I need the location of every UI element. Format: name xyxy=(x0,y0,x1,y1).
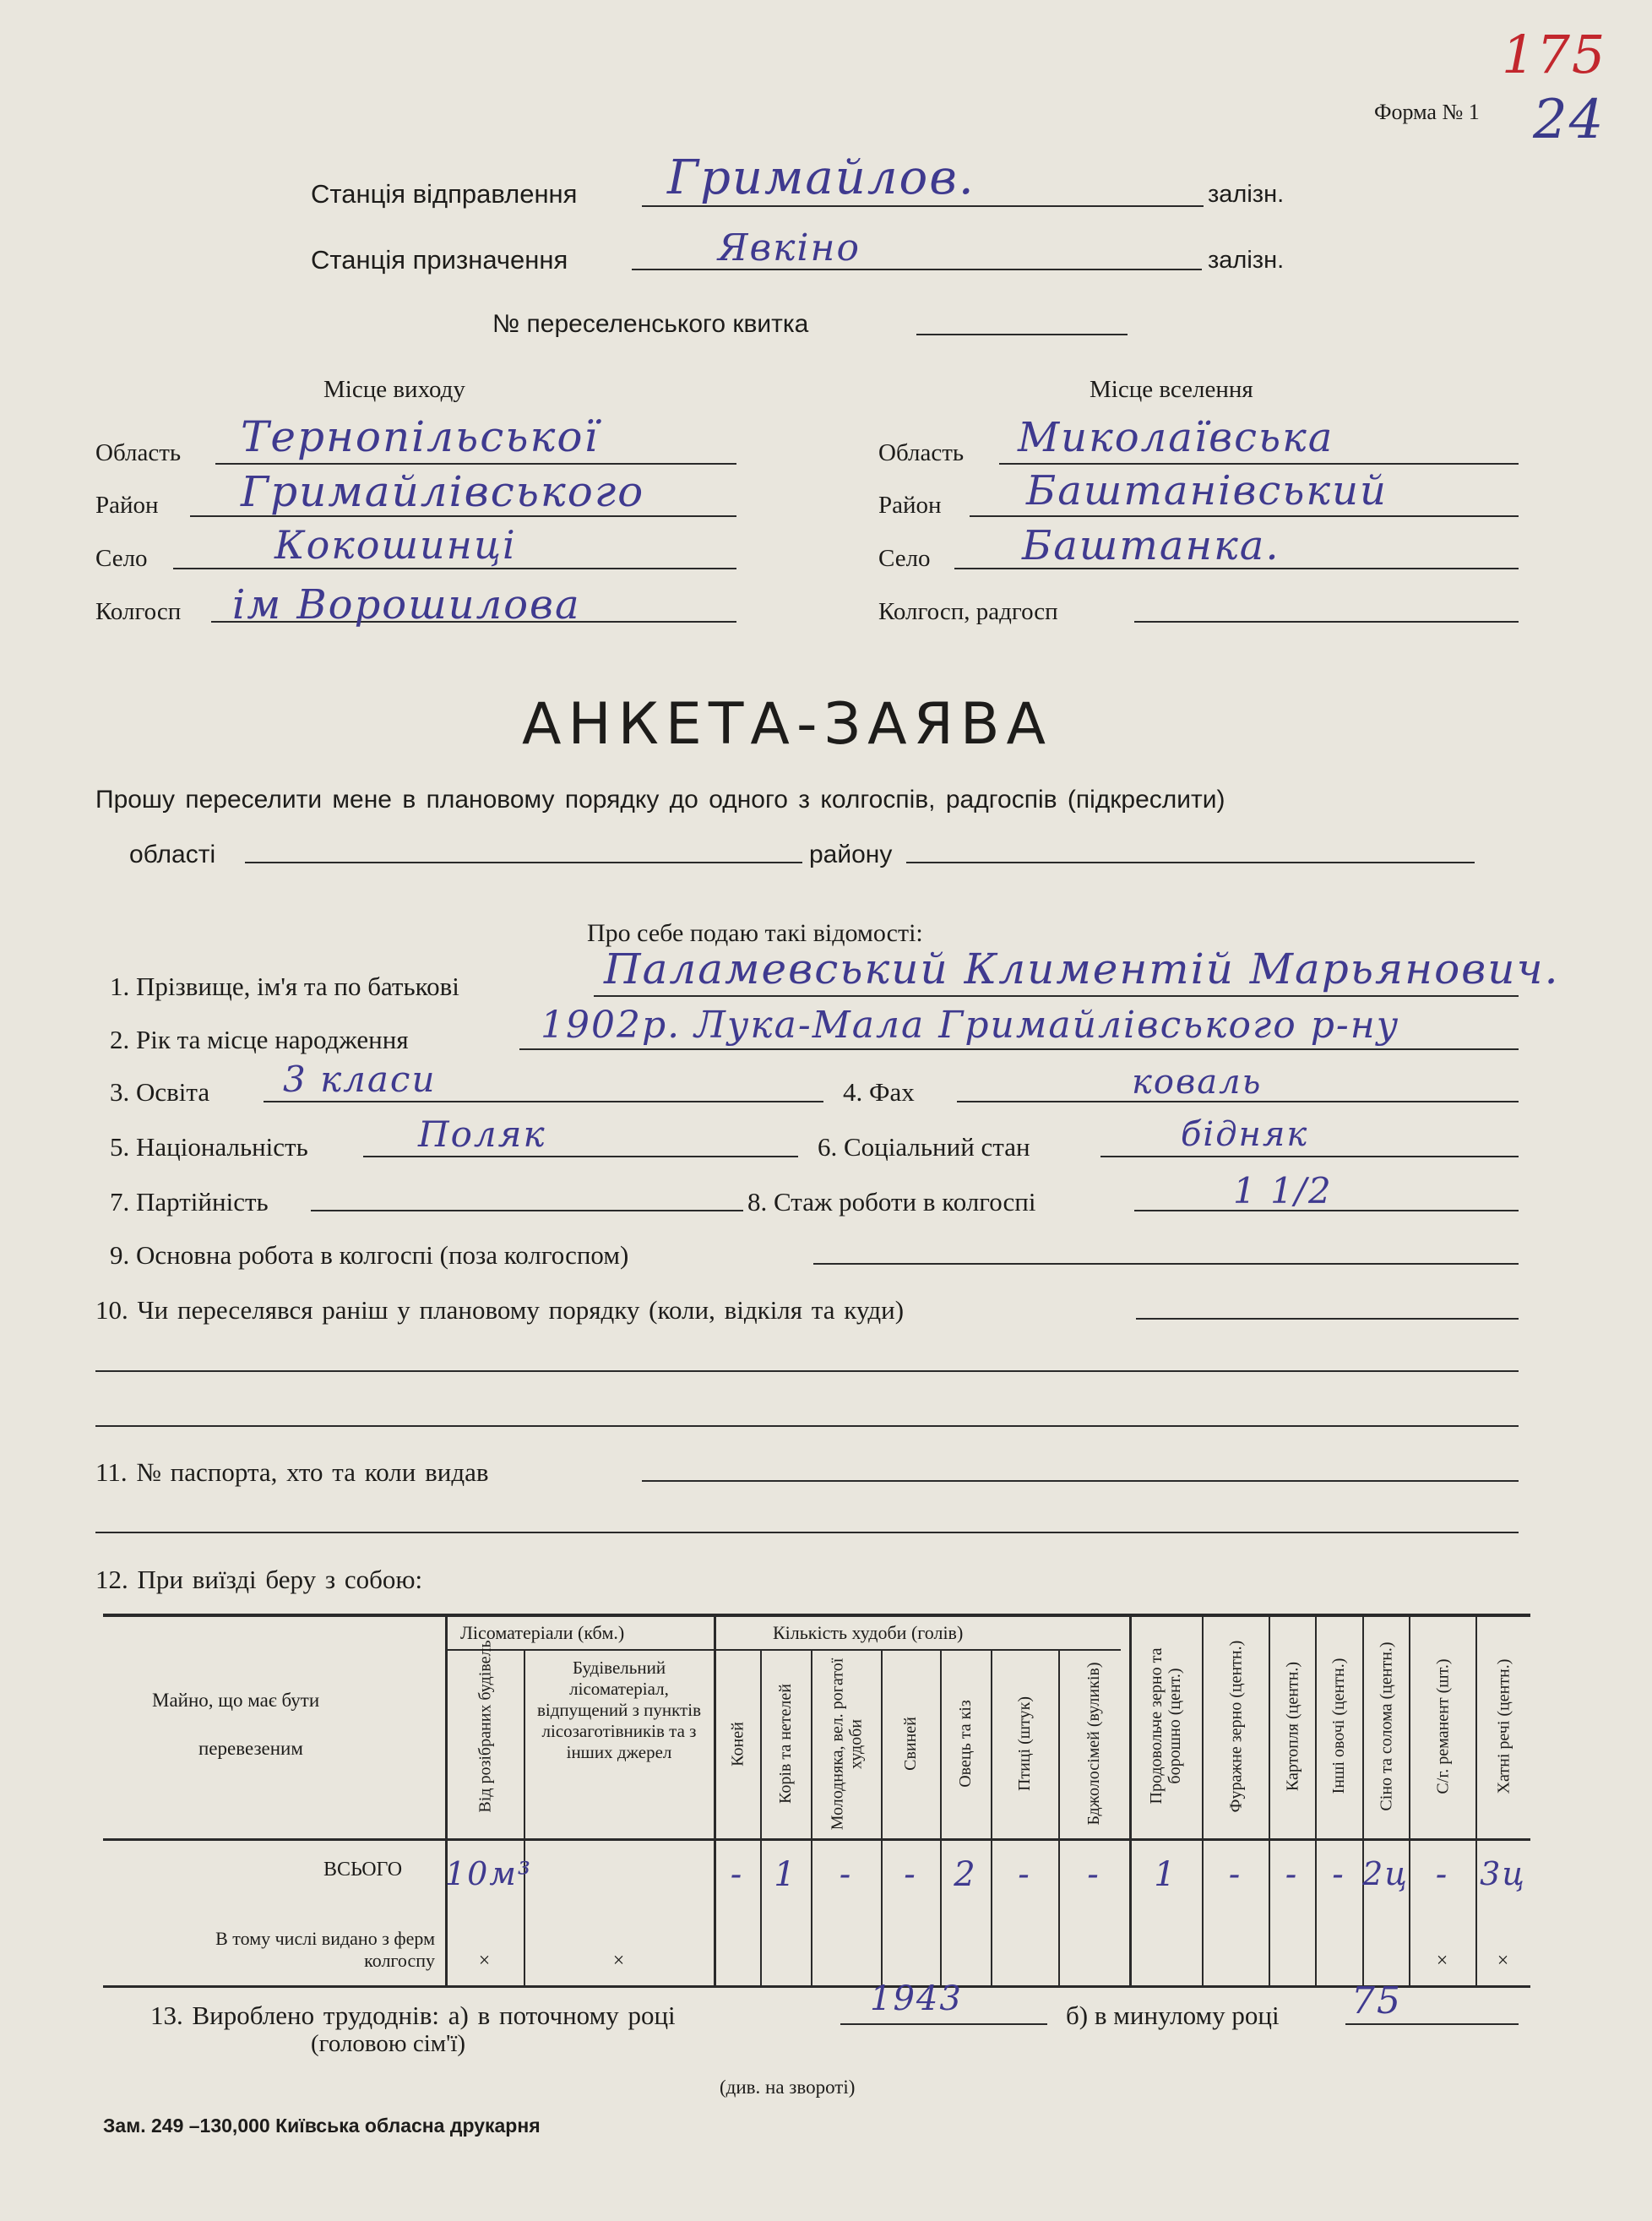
origin-heading: Місце виходу xyxy=(323,376,465,403)
destination-village-value: Баштанка. xyxy=(1022,522,1280,569)
destination-kolkhoz-label: Колгосп, радгосп xyxy=(878,598,1058,625)
field-10-line-1 xyxy=(1136,1318,1519,1320)
field-1-label: 1. Прізвище, ім'я та по батькові xyxy=(110,972,459,1001)
origin-village-line xyxy=(173,568,736,569)
table-total-cell: - xyxy=(730,1855,744,1894)
table-header-cows: Корів та нетелей xyxy=(776,1684,795,1804)
origin-region-label: Область xyxy=(95,439,182,466)
request-text: Прошу переселити мене в плановому порядку до одного з колгоспів, радгоспів (підкреслити) xyxy=(95,786,1225,814)
destination-region-value: Миколаївська xyxy=(1018,414,1334,461)
field-3-value: 3 класи xyxy=(283,1059,437,1100)
archive-number-struck: 24 xyxy=(1533,89,1606,151)
destination-district-value: Баштанівський xyxy=(1026,467,1388,514)
table-total-cell: 1 xyxy=(774,1855,797,1894)
destination-village-label: Село xyxy=(878,545,931,572)
table-total-cell: - xyxy=(1018,1855,1031,1894)
table-header-sheep: Овець та кіз xyxy=(956,1700,975,1788)
field-6-value: бідняк xyxy=(1181,1115,1309,1154)
table-issued-cell: × xyxy=(1497,1950,1509,1972)
origin-kolkhoz-label: Колгосп xyxy=(95,598,182,625)
field-10-line-3 xyxy=(95,1425,1519,1427)
table-header-tools: С/г. реманент (шт.) xyxy=(1432,1658,1452,1794)
workdays-prev-label: б) в минулому році xyxy=(1066,2001,1280,2030)
request-oblast-line xyxy=(245,862,802,863)
ticket-label: № переселенського квитка xyxy=(492,310,809,338)
destination-district-label: Район xyxy=(878,492,942,519)
field-4-label: 4. Фах xyxy=(843,1077,915,1107)
field-9-label: 9. Основна робота в колгоспі (поза колгоспом) xyxy=(110,1240,629,1270)
origin-village-label: Село xyxy=(95,545,148,572)
table-header-dismantled: Від розібраних будівель xyxy=(475,1639,494,1813)
destination-suffix: залізн. xyxy=(1208,247,1285,274)
field-7-label: 7. Партійність xyxy=(110,1187,269,1217)
field-11-label: 11. № паспорта, хто та коли видав xyxy=(95,1457,489,1487)
field-2-line xyxy=(519,1048,1519,1050)
table-header-vegetables: Інші овочі (центн.) xyxy=(1329,1658,1348,1794)
field-4-value: коваль xyxy=(1132,1063,1263,1102)
field-10-label: 10. Чи переселявся раніш у плановому порядку (коли, відкіля та куди) xyxy=(95,1295,905,1325)
field-2-value: 1902р. Лука-Мала Гримайлівського р-ну xyxy=(541,1004,1400,1047)
table-header-potatoes: Картопля (центн.) xyxy=(1282,1661,1301,1791)
livestock-group-header: Кількість худоби (голів) xyxy=(773,1622,964,1643)
table-issued-cell: × xyxy=(1436,1950,1448,1972)
field-5-label: 5. Національність xyxy=(110,1132,308,1162)
table-header-food-grain: Продовольче зерно та борошно (цент.) xyxy=(1147,1647,1184,1805)
building-lumber-header: Будівельний лісоматеріал, відпущений з пунктів лісозаготівників та з інших джерел xyxy=(536,1658,701,1762)
field-7-line xyxy=(311,1210,743,1211)
table-total-cell: - xyxy=(1285,1855,1299,1894)
table-header-household: Хатні речі (центн.) xyxy=(1493,1658,1513,1794)
table-header-forage-grain: Фуражне зерно (центн.) xyxy=(1225,1640,1245,1812)
property-header-2: перевезеним xyxy=(198,1738,303,1759)
field-6-line xyxy=(1100,1156,1519,1157)
table-header-young-cattle: Молодняка, вел. рогатої худоби xyxy=(827,1658,865,1830)
destination-station-label: Станція призначення xyxy=(311,245,568,275)
request-raion-line xyxy=(906,862,1475,863)
property-header-1: Майно, що має бути xyxy=(152,1690,320,1711)
see-reverse: (див. на звороті) xyxy=(720,2077,856,2098)
field-5-line xyxy=(363,1156,798,1157)
request-raion-label: району xyxy=(809,841,893,868)
row-total-label: ВСЬОГО xyxy=(323,1859,403,1881)
origin-village-value: Кокошинці xyxy=(274,522,517,568)
departure-station-value: Гримайлов. xyxy=(667,150,975,205)
field-3-line xyxy=(264,1101,823,1102)
workdays-current-value: 1943 xyxy=(870,1979,963,2018)
request-oblast-label: області xyxy=(129,841,216,868)
table-header-pigs: Свиней xyxy=(901,1717,920,1771)
table-issued-cell: × xyxy=(478,1950,491,1972)
workdays-label: 13. Вироблено трудоднів: а) в поточному році xyxy=(150,2001,676,2030)
workdays-sub-label: (головою сім'ї) xyxy=(311,2030,466,2057)
field-8-value: 1 1/2 xyxy=(1233,1170,1333,1211)
table-total-cell: 2ц xyxy=(1362,1855,1409,1892)
archive-number: 175 xyxy=(1502,24,1607,85)
table-total-cell: - xyxy=(1332,1855,1345,1894)
destination-station-value: Явкіно xyxy=(718,226,861,269)
table-total-cell: - xyxy=(1228,1855,1242,1894)
info-heading: Про себе подаю такі відомості: xyxy=(587,919,923,947)
origin-region-line xyxy=(215,463,736,465)
workdays-current-line xyxy=(840,2023,1047,2025)
table-total-cell: - xyxy=(904,1855,917,1894)
field-5-value: Поляк xyxy=(418,1113,546,1155)
table-header-bees: Бджолосімей (вуликів) xyxy=(1084,1662,1103,1826)
origin-region-value: Тернопільської xyxy=(241,412,600,461)
departure-station-line xyxy=(642,205,1204,207)
field-8-label: 8. Стаж роботи в колгоспі xyxy=(747,1187,1036,1217)
destination-kolkhoz-line xyxy=(1134,621,1519,623)
destination-district-line xyxy=(970,515,1519,517)
origin-district-label: Район xyxy=(95,492,159,519)
table-total-cell: - xyxy=(1435,1855,1449,1894)
table-header-hay: Сіно та солома (центн.) xyxy=(1376,1641,1395,1811)
form-title: АНКЕТА-ЗАЯВА xyxy=(522,691,1053,758)
lumber-group-header: Лісоматеріали (кбм.) xyxy=(460,1622,625,1643)
field-3-label: 3. Освіта xyxy=(110,1077,210,1107)
destination-region-label: Область xyxy=(878,439,965,466)
destination-heading: Місце вселення xyxy=(1090,376,1253,403)
field-9-line xyxy=(813,1263,1519,1265)
workdays-prev-value: 75 xyxy=(1351,1979,1402,2022)
table-total-cell: 2 xyxy=(954,1855,977,1894)
field-12-label: 12. При виїзді беру з собою: xyxy=(95,1565,423,1594)
table-issued-cell: × xyxy=(612,1950,625,1972)
field-6-label: 6. Соціальний стан xyxy=(818,1132,1030,1162)
row-issued-label: В тому числі видано з ферм колгоспу xyxy=(215,1928,435,1971)
origin-kolkhoz-value: ім Ворошилова xyxy=(232,581,581,629)
printer-note: Зам. 249 –130,000 Київська обласна друкарня xyxy=(103,2115,541,2137)
table-total-cell: - xyxy=(1087,1855,1100,1894)
table-header-poultry: Птиці (штук) xyxy=(1015,1696,1034,1792)
departure-suffix: залізн. xyxy=(1208,181,1285,208)
field-10-line-2 xyxy=(95,1370,1519,1372)
field-2-label: 2. Рік та місце народження xyxy=(110,1025,409,1054)
table-total-cell: 10м³ xyxy=(445,1855,533,1892)
workdays-prev-line xyxy=(1345,2023,1519,2025)
ticket-line xyxy=(916,334,1128,335)
field-1-value: Паламевський Климентій Марьянович. xyxy=(604,944,1560,993)
table-header-horses: Коней xyxy=(727,1721,747,1766)
field-11-line-1 xyxy=(642,1480,1519,1482)
destination-region-line xyxy=(999,463,1519,465)
origin-district-value: Гримайлівського xyxy=(241,467,645,516)
table-total-cell: 3ц xyxy=(1480,1855,1526,1892)
table-total-cell: 1 xyxy=(1154,1855,1177,1894)
table-total-cell: - xyxy=(839,1855,853,1894)
form-number: Форма № 1 xyxy=(1374,100,1480,124)
departure-station-label: Станція відправлення xyxy=(311,179,578,209)
field-1-line xyxy=(594,995,1519,997)
field-11-line-2 xyxy=(95,1532,1519,1533)
